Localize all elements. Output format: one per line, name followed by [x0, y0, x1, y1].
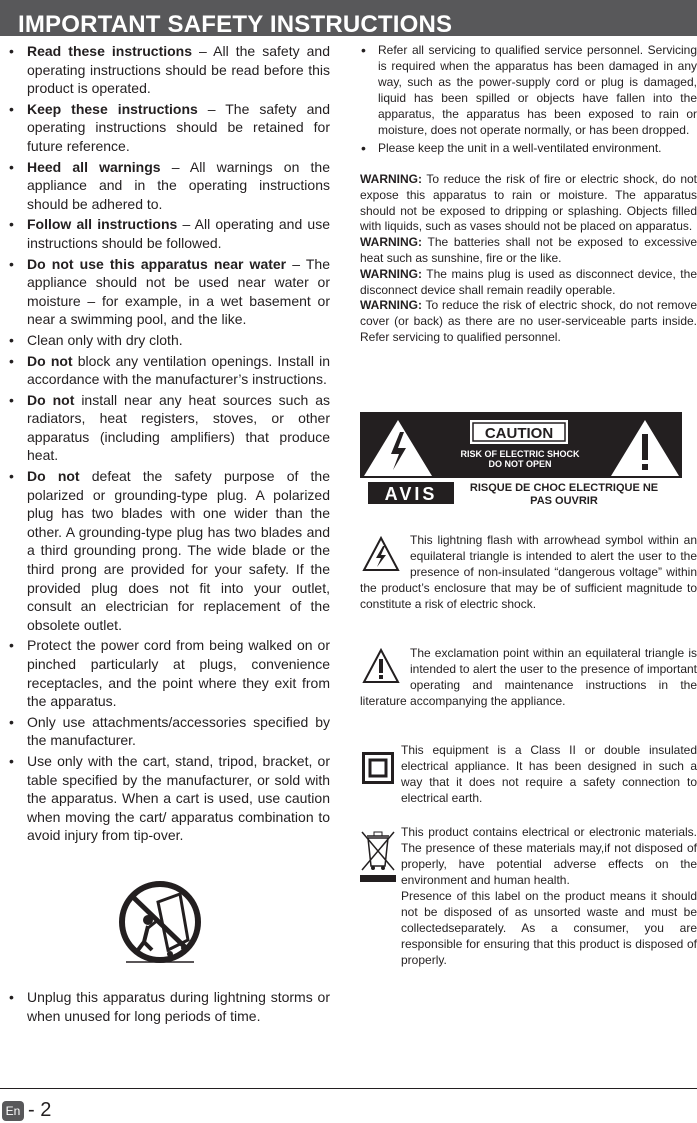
- list-item: • Protect the power cord from being walked on or pinched particularly at plugs, convenience receptacles, and the point where they exit from the apparatus.: [8, 636, 330, 710]
- service-list: [360, 42, 697, 156]
- list-item: • Unplug this apparatus during lightning storms or when unused for long periods of time.: [8, 988, 330, 1025]
- lightning-explanation: This lightning flash with arrowhead symbol within an equilateral triangle is intended to alert the user to the presence of non-insulated “dangerous voltage” within the product’s enclosure that may be of sufficient magnitude to constitute a risk of electric shock.: [360, 533, 697, 611]
- list-item: • Do not defeat the safety purpose of the polarized or grounding-type plug. A polarized plug has two blades with one wider than the other. A grounding-type plug has two blades and a third grounding prong. The wide blade or the third prong are provided for your safety. If the provided plug does not fit into your outlet, consult an electrician for replacement of the obsolete outlet.: [8, 467, 330, 634]
- list-item: • Do not use this apparatus near water – The appliance should not be used near water or moisture – for example, in a wet basement or near a swimming pool, and the like.: [8, 255, 330, 329]
- caution-label: [360, 412, 682, 510]
- instruction-list: [8, 42, 330, 845]
- warning-fire: WARNING: To reduce the risk of fire or electric shock, do not expose this apparatus to rain or moisture. The apparatus should not be exposed to dripping or splashing. Objects filled with liquids, such as vases should not be placed on apparatus.: [360, 172, 697, 234]
- list-item: • Clean only with dry cloth.: [8, 331, 330, 350]
- risk-en-line-2: DO NOT OPEN: [488, 459, 552, 469]
- caution-heading: CAUTION: [484, 425, 554, 442]
- list-item: • Follow all instructions – All operating and use instructions should be followed.: [8, 215, 330, 252]
- risk-fr-line-2: PAS OUVRIR: [530, 495, 598, 507]
- class-ii-explanation: This equipment is a Class II or double insulated electrical appliance. It has been designed in such a way that it does not require a safety connection to electrical earth.: [401, 743, 697, 805]
- list-item: • Heed all warnings – All warnings on the appliance and in the operating instructions should be adhered to.: [8, 158, 330, 214]
- list-item: • Please keep the unit in a well-ventilated environment.: [360, 140, 697, 156]
- weee-bin-icon: [358, 828, 398, 884]
- list-item: • Do not install near any heat sources such as radiators, heat registers, stoves, or other apparatus (including amplifiers) that produce heat.: [8, 391, 330, 465]
- header-bar: [0, 0, 697, 36]
- list-item: • Do not block any ventilation openings. Install in accordance with the manufacturer’s instructions.: [8, 352, 330, 389]
- page-number: - 2: [28, 1099, 52, 1121]
- warning-mains-plug: WARNING: The mains plug is used as disconnect device, the disconnect device shall remain readily operable.: [360, 266, 697, 297]
- language-badge: En: [2, 1101, 24, 1121]
- list-item: • Read these instructions – All the safety and operating instructions should be read before this product is operated.: [8, 42, 330, 98]
- left-column: [8, 42, 330, 847]
- risk-en-line-1: RISK OF ELECTRIC SHOCK: [460, 449, 580, 459]
- warning-batteries: WARNING: The batteries shall not be exposed to excessive heat such as sunshine, fire or the like.: [360, 235, 697, 265]
- weee-explanation: This product contains electrical or electronic materials. The presence of these materials may,if not disposed of properly, have potential adverse effects on the environment and human health. Presence of this label on the product means it should not be disposed of as unsorted waste and must be collectedseparately. As a consumer, you are responsible for ensuring that this product is disposed of properly.: [401, 825, 697, 967]
- footer-rule: [0, 1088, 697, 1089]
- last-instruction: [8, 988, 330, 1027]
- list-item: • Keep these instructions – The safety and operating instructions should be retained for future reference.: [8, 100, 330, 156]
- exclamation-explanation: The exclamation point within an equilateral triangle is intended to alert the user to the presence of important operating and maintenance instructions in the literature accompanying the appliance.: [360, 646, 697, 708]
- class-ii-icon: [362, 752, 394, 784]
- right-column: [360, 42, 697, 346]
- warning-cover: WARNING: To reduce the risk of electric shock, do not remove cover (or back) as there are no user-serviceable parts inside. Refer servicing to qualified personnel.: [360, 298, 697, 344]
- page-title: IMPORTANT SAFETY INSTRUCTIONS: [18, 11, 453, 38]
- list-item: • Use only with the cart, stand, tripod, bracket, or table specified by the manufacturer, or sold with the apparatus. When a cart is used, use caution when moving the cart/ apparatus combination to avoid injury from tip-over.: [8, 752, 330, 845]
- cart-tip-over-icon: [118, 880, 202, 966]
- avis-heading: AVIS: [384, 484, 438, 504]
- risk-fr-line-1: RISQUE DE CHOC ELECTRIQUE NE: [469, 482, 659, 494]
- list-item: • Refer all servicing to qualified service personnel. Servicing is required when the apparatus has been damaged in any way, such as the power-supply cord or plug is damaged, liquid has been spilled or objects have fallen into the apparatus, the apparatus has been exposed to rain or moisture, does not operate normally, or has been dropped.: [360, 42, 697, 138]
- list-item: • Only use attachments/accessories specified by the manufacturer.: [8, 713, 330, 750]
